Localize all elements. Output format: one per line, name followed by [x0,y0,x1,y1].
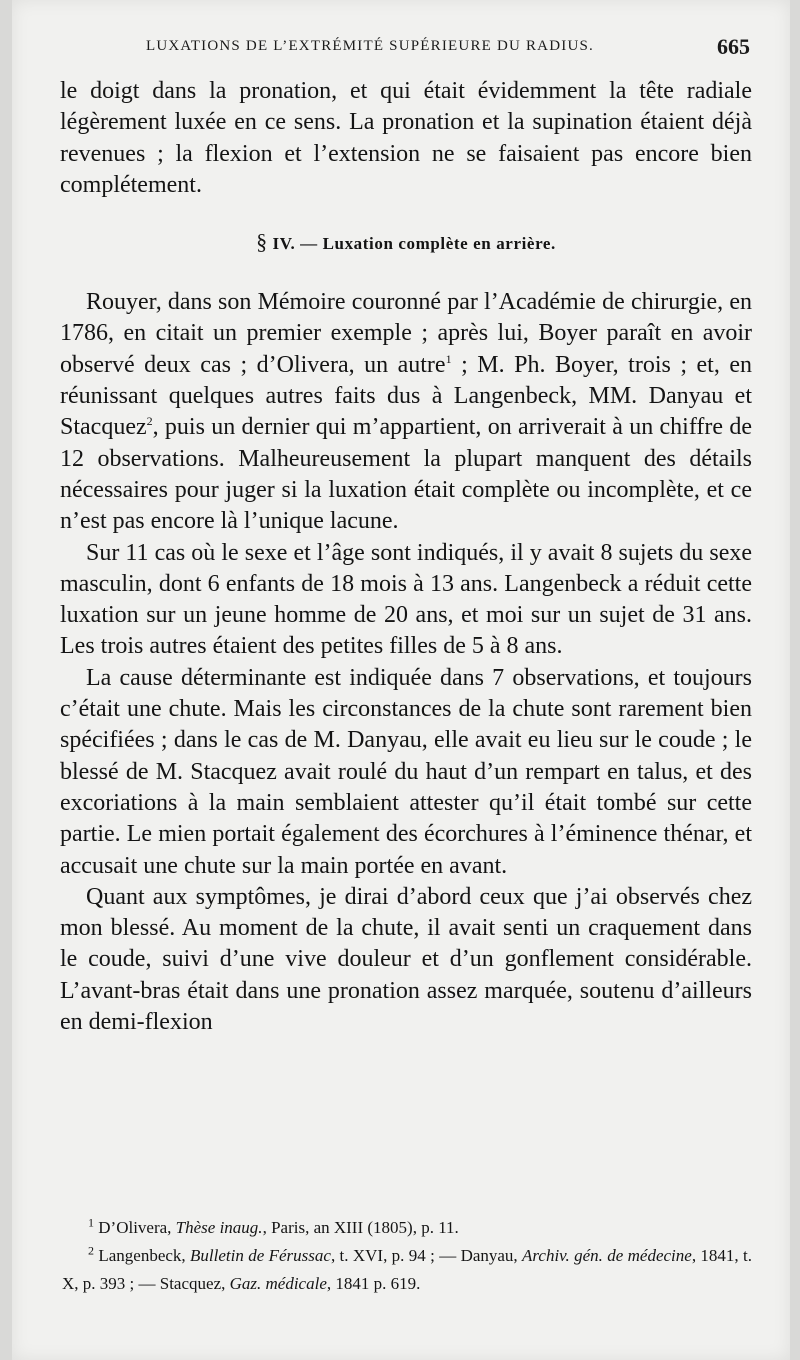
footnote-italic: Bulletin de Férussac [190,1246,331,1265]
book-page [12,0,790,1360]
running-title: LUXATIONS DE L’EXTRÉMITÉ SUPÉRIEURE DU RADIUS. [146,38,594,54]
page-header [60,34,750,64]
footnote-1 [62,1214,752,1242]
footnote-text: D’Olivera, [94,1218,176,1237]
paragraph-text: ; M. Ph. Boyer, trois ; et, en réunissant quelques autres faits dus à Langenbeck, MM. Danyau et Stacquez [60,351,752,441]
paragraph-text: , puis un dernier qui m’appartient, on arriverait à un chiffre de 12 observations. Malheureusement la plupart manquent des détails nécessaires pour juger si la luxation était complète ou incomplète, et ce n’est pas encore là l’unique lacune. [60,414,752,535]
paragraph: Quant aux symptômes, je dirai d’abord ceux que j’ai observés chez mon blessé. Au moment de la chute, il avait senti un craquement dans le coude, suivi d’une vive douleur et d’un gonflement considérable. L’avant-bras était dans une pronation assez marquée, soutenu d’ailleurs en demi-flexion [60,883,752,1036]
footnote-number: 2 [88,1243,94,1258]
section-symbol: § [256,229,268,255]
footnote-ref: 1 [445,351,452,366]
footnote-text: , t. XVI, p. 94 ; — Danyau, [330,1246,523,1265]
main-text [60,76,752,1038]
paragraph-continued: le doigt dans la pronation, et qui était évidemment la tête radiale légèrement luxée en ce sens. La pronation et la supination étaient déjà revenues ; la flexion et l’extension ne se faisaient pas encore bien complétement. [60,78,752,198]
footnote-text: , Paris, an XIII (1805), p. 11. [262,1218,459,1237]
paragraph [60,287,752,537]
paragraph: Sur 11 cas où le sexe et l’âge sont indiqués, il y avait 8 sujets du sexe masculin, dont 6 enfants de 18 mois à 13 ans. Langenbeck a réduit cette luxation sur un jeune homme de 20 ans, et moi sur un sujet de 31 ans. Les trois autres étaient des petites filles de 5 à 8 ans. [60,539,752,660]
section-heading [60,231,752,255]
footnote-2 [62,1242,752,1298]
footnote-text: Langenbeck, [94,1246,191,1265]
footnote-text: , 1841, t. X, p. 393 ; — Stacquez, [62,1246,752,1293]
footnote-italic: Thèse inaug. [175,1218,263,1237]
section-heading-text: IV. — Luxation complète en arrière. [267,234,556,254]
footnote-ref: 2 [146,414,153,429]
page-number: 665 [717,34,750,59]
footnote-italic: Archiv. gén. de médecine [522,1246,692,1265]
footnote-italic: Gaz. médicale [229,1274,327,1293]
footnote-text: , 1841 p. 619. [326,1274,421,1293]
paragraph: La cause déterminante est indiquée dans 7 observations, et toujours c’était une chute. Mais les circonstances de la chute sont rarement bien spécifiées ; dans le cas de M. Danyau, elle avait eu lieu sur le coude ; le blessé de M. Stacquez avait roulé du haut d’un rempart en talus, et des excoriations à la main semblaient attester qu’il était tombé sur cette partie. Le mien portait également des écorchures à l’éminence thénar, et accusait une chute sur la main portée en avant. [60,664,752,879]
footnotes [62,1214,752,1298]
footnote-number: 1 [88,1215,94,1230]
paragraph-text: Rouyer, dans son Mémoire couronné par l’Académie de chirurgie, en 1786, en citait un premier exemple ; après lui, Boyer paraît en avoir observé deux cas ; d’Olivera, un autre [60,289,752,378]
